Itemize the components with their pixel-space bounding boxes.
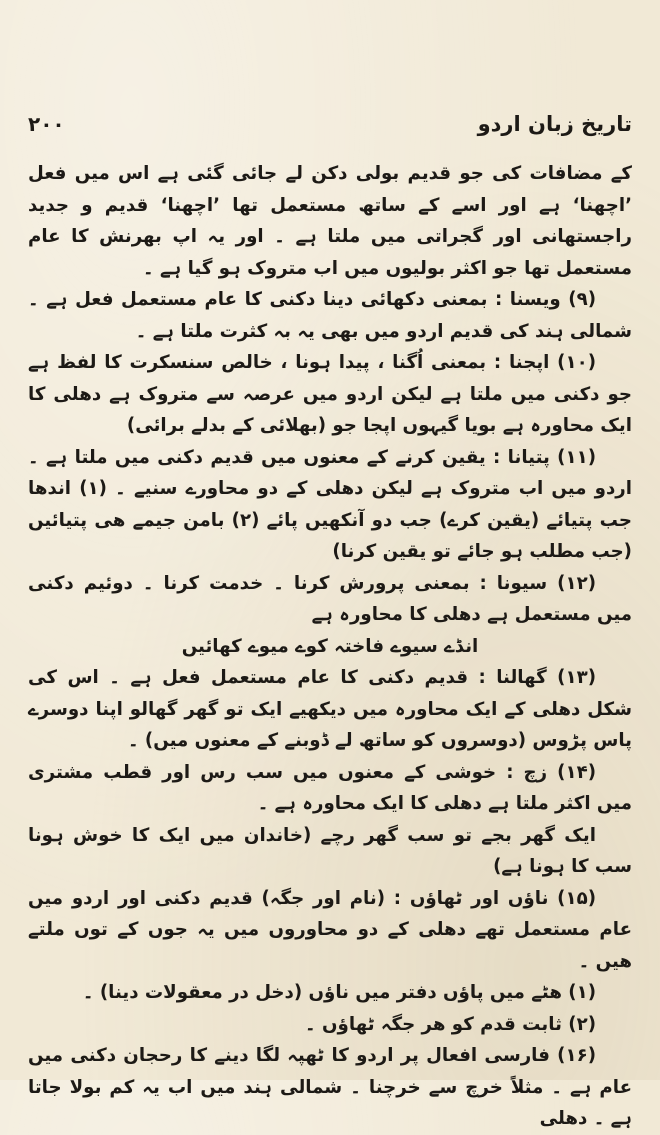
- page-header: [28, 112, 632, 158]
- body-text: [28, 158, 632, 1135]
- paragraph-item-14: (۱۴) زچ : خوشی کے معنوں میں سب رس اور قطب مشتری میں اکثر ملتا ہے دھلی کا ایک محاورہ ہے ۔: [28, 761, 632, 814]
- paragraph-item-16: (۱۶) فارسی افعال پر اردو کا ٹھپہ لگا دینے کا رحجان دکنی میں عام ہے ۔ مثلاً خرچ سے خرچنا ۔ شمالی ہند میں اب یہ کم بولا جاتا ہے ۔ دھلی: [28, 1045, 632, 1129]
- paragraph-item-12: (۱۲) سیونا : بمعنی پرورش کرنا ۔ خدمت کرنا ۔ دوئیم دکنی میں مستعمل ہے دھلی کا محاورہ ہے: [28, 572, 632, 625]
- paragraph-intro: کے مضافات کی جو قدیم بولی دکن لے جائی گئی ہے اس میں فعل ’اچھنا‘ ہے اور اسے کے ساتھ مستعمل تھا ’اچھنا‘ قدیم و جدید راجستھانی اور گجراتی میں ملتا ہے ۔ اور یہ اپ بھرنش کا عام مستعمل تھا جو اکثر بولیوں میں اب متروک ہو گیا ہے ۔: [28, 163, 632, 279]
- paragraph-item-11: (۱۱) پتیانا : یقین کرنے کے معنوں میں قدیم دکنی میں ملتا ہے ۔ اردو میں اب متروک ہے لیکن دھلی کے دو محاورے سنیے ۔ (۱) اندھا جب پتیائے (یقین کرے) جب دو آنکھیں پائے (۲) بامن جیمے ھی پتیائیں (جب مطلب ہو جائے تو یقین کرنا): [28, 446, 632, 562]
- paragraph-example-1: (۱) ھٹے میں پاؤں دفتر میں ناؤں (دخل در معقولات دینا) ۔: [82, 982, 596, 1003]
- page-number: ۲۰۰: [28, 112, 65, 136]
- book-page: [28, 112, 632, 1129]
- paragraph-item-13: (۱۳) گھالنا : قدیم دکنی کا عام مستعمل فعل ہے ۔ اس کی شکل دھلی کے ایک محاورہ میں دیکھیے ایک تو گھر گھالو اپنا دوسرے پاس پڑوس (دوسروں کو ساتھ لے ڈوبنے کے معنوں میں) ۔: [28, 667, 632, 751]
- paragraph-item-9: (۹) ویسنا : بمعنی دکھائی دینا دکنی کا عام مستعمل فعل ہے ۔ شمالی ہند کی قدیم اردو میں بھی یہ بہ کثرت ملتا ہے ۔: [28, 289, 632, 342]
- running-title: تاریخ زبان اردو: [477, 112, 632, 136]
- paragraph-proverb: ایک گھر بجے تو سب گھر رچے (خاندان میں ایک کا خوش ہونا سب کا ہونا ہے): [28, 824, 632, 877]
- verse-line: انڈے سیوے فاختہ کوے میوے کھائیں: [181, 635, 479, 657]
- paragraph-item-10: (۱۰) اپجنا : بمعنی اُگنا ، پیدا ہونا ، خالص سنسکرت کا لفظ ہے جو دکنی میں ملتا ہے لیکن اردو میں عرصہ سے متروک ہے دھلی کا ایک محاورہ ہے بویا گیہوں اپجا جو (بھلائی کے بدلے برائی): [28, 352, 632, 436]
- paragraph-item-15: (۱۵) ناؤں اور ٹھاؤں : (نام اور جگہ) قدیم دکنی اور اردو میں عام مستعمل تھے دھلی کے دو محاوروں میں یہ جوں کے توں ملتے ھیں ۔: [28, 887, 632, 972]
- paragraph-example-2: (۲) ثابت قدم کو ھر جگہ ٹھاؤں ۔: [305, 1013, 596, 1035]
